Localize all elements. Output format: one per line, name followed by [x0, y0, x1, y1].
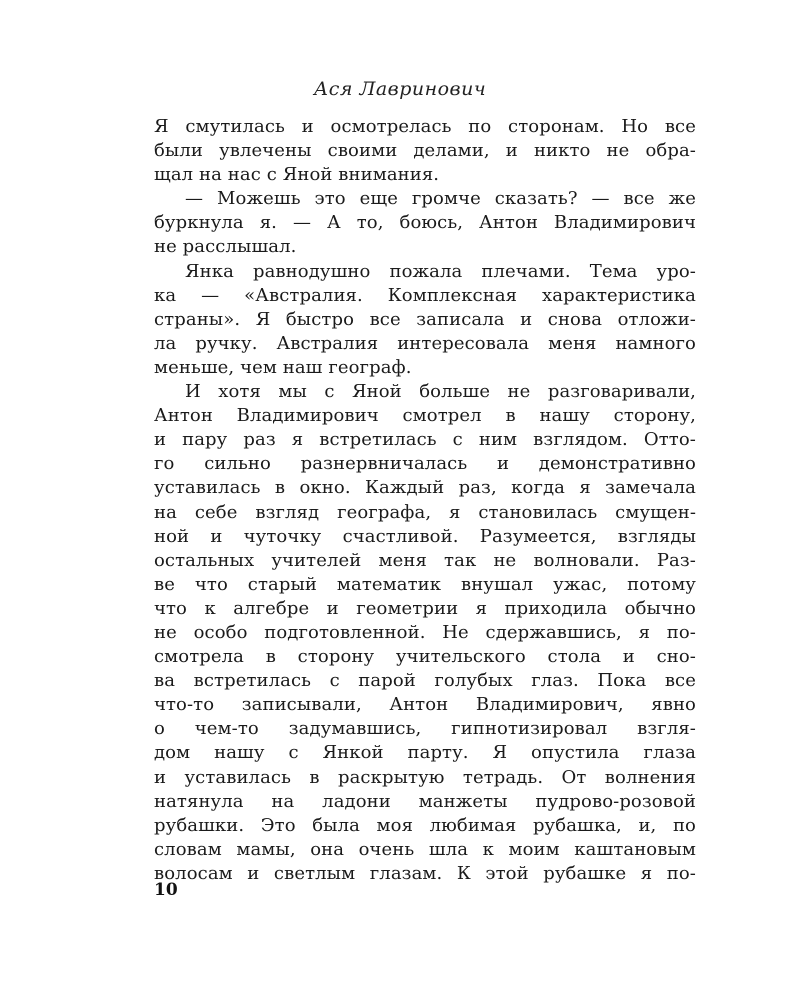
- text-line: меньше, чем наш географ.: [154, 356, 412, 378]
- text-line: о чем-то задумавшись, гипнотизировал взгля-: [154, 718, 696, 740]
- text-line: натянула на ладони манжеты пудрово-розовой: [154, 790, 696, 812]
- text-line: ва встретилась с парой голубых глаз. Пока все: [154, 670, 696, 692]
- text-line: щал на нас с Яной внимания.: [154, 164, 440, 186]
- text-line: И хотя мы с Яной больше не разговаривали,: [185, 381, 696, 403]
- text-line: дом нашу с Янкой парту. Я опустила глаза: [154, 742, 696, 764]
- text-line: буркнула я. — А то, боюсь, Антон Владимирович: [154, 212, 696, 234]
- text-line: ка — «Австралия. Комплексная характеристика: [154, 284, 696, 306]
- text-line: были увлечены своими делами, и никто не обра-: [154, 140, 696, 162]
- page-number: 10: [154, 880, 178, 900]
- text-line: го сильно разнервничалась и демонстративно: [154, 453, 696, 475]
- text-line: Я смутилась и осмотрелась по сторонам. Но все: [154, 116, 696, 137]
- text-line: Янка равнодушно пожала плечами. Тема уро-: [185, 260, 696, 282]
- text-line: словам мамы, она очень шла к моим каштановым: [154, 838, 696, 860]
- text-line: рубашки. Это была моя любимая рубашка, и, по: [154, 814, 696, 836]
- text-line: смотрела в сторону учительского стола и сно-: [154, 646, 696, 668]
- text-line: — Можешь это еще громче сказать? — все же: [185, 188, 696, 210]
- text-line: на себе взгляд географа, я становилась смущен-: [154, 501, 696, 523]
- text-line: не расслышал.: [154, 236, 297, 258]
- text-line: страны». Я быстро все записала и снова отложи-: [154, 308, 696, 330]
- text-line: ла ручку. Австралия интересовала меня намного: [154, 332, 696, 354]
- body-text: [154, 115, 696, 886]
- text-line: и уставилась в раскрытую тетрадь. От волнения: [154, 766, 696, 788]
- text-line: не особо подготовленной. Не сдержавшись, я по-: [154, 621, 696, 643]
- text-line: уставилась в окно. Каждый раз, когда я замечала: [154, 477, 696, 499]
- text-line: волосам и светлым глазам. К этой рубашке я по-: [154, 862, 696, 884]
- text-line: что-то записывали, Антон Владимирович, явно: [154, 694, 696, 716]
- text-line: что к алгебре и геометрии я приходила обычно: [154, 597, 696, 619]
- text-line: ве что старый математик внушал ужас, потому: [154, 573, 696, 595]
- running-head: Ася Лавринович: [313, 78, 487, 100]
- text-line: и пару раз я встретилась с ним взглядом. Отто-: [154, 429, 696, 451]
- text-line: остальных учителей меня так не волновали. Раз-: [154, 549, 696, 571]
- text-line: Антон Владимирович смотрел в нашу сторону,: [154, 405, 696, 427]
- text-line: ной и чуточку счастливой. Разумеется, взгляды: [154, 525, 696, 547]
